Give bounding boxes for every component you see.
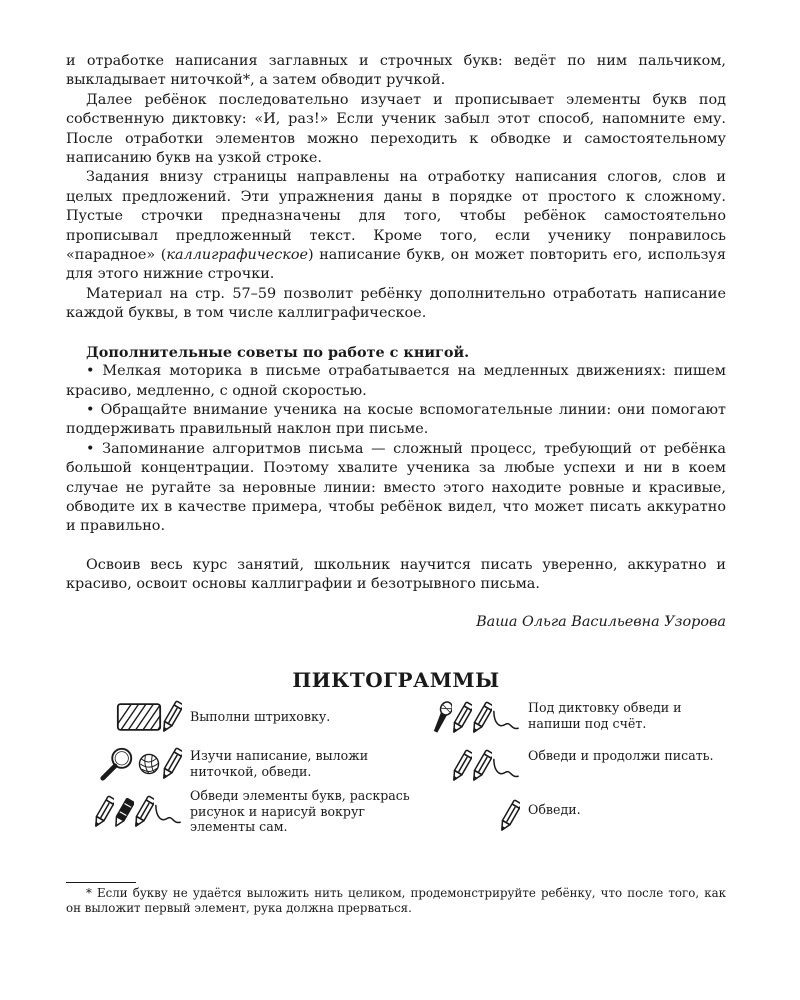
scribble-icon bbox=[492, 703, 520, 733]
pencil-icon bbox=[134, 793, 154, 831]
pictogram-trace-color bbox=[66, 790, 410, 835]
page-body bbox=[66, 52, 726, 692]
closing-paragraph: Освоив весь курс занятий, школьник научится писать уверенно, аккуратно и красиво, освоит основы каллиграфии и безотрывного письма. bbox=[66, 556, 726, 593]
bullet-icon: • bbox=[86, 440, 95, 457]
pencil-icon bbox=[500, 797, 520, 835]
pictogram-trace-label: Обведи. bbox=[528, 802, 581, 817]
pictograms-legend bbox=[66, 698, 726, 848]
pencil-icon bbox=[472, 699, 492, 737]
pictogram-dictation bbox=[412, 698, 718, 738]
bullet-icon: • bbox=[86, 363, 95, 380]
microphone-icon bbox=[432, 699, 452, 737]
crayon-icon bbox=[114, 793, 134, 831]
paragraph-1: и отработке написания заглавных и строчных букв: ведёт по ним пальчиком, выкладывает ниточкой*, а затем обводит ручкой. bbox=[66, 53, 726, 89]
pictogram-dictation-label: Под диктовку обведи и напиши под счёт. bbox=[528, 700, 682, 731]
pencil-icon bbox=[452, 747, 472, 785]
signature: Ваша Ольга Васильевна Узорова bbox=[476, 613, 726, 630]
scribble-icon bbox=[492, 751, 520, 781]
scribble-icon bbox=[154, 797, 182, 827]
pictogram-hatching bbox=[82, 698, 400, 736]
tip-item bbox=[66, 362, 726, 401]
pictogram-trace-continue-label: Обведи и продолжи писать. bbox=[528, 748, 714, 763]
paragraph-4: Материал на стр. 57–59 позволит ребёнку дополнительно отработать написание каждой буквы, в том числе каллиграфическое. bbox=[66, 285, 726, 322]
pictogram-trace-continue bbox=[412, 746, 718, 786]
pencil-icon bbox=[162, 698, 182, 736]
yarn-ball-icon bbox=[136, 751, 162, 777]
pencil-icon bbox=[94, 793, 114, 831]
pictogram-study-label: Изучи написание, выложи ниточкой, обведи. bbox=[190, 748, 369, 779]
pictogram-hatching-label: Выполни штриховку. bbox=[190, 709, 331, 724]
pictogram-study bbox=[72, 744, 400, 784]
paragraph-2: Далее ребёнок последовательно изучает и прописывает элементы букв под собственную диктовку: «И, раз!» Если ученик забыл этот способ, напомните ему. После отработки элементов можно переходить к обводке и самостоятельному написанию букв на узкой строке. bbox=[66, 91, 726, 167]
tip-text: Запоминание алгоритмов письма — сложный процесс, требующий от ребёнка большой концентрации. Поэтому хвалите ученика за любые успехи и ни в коем случае не ругайте за неровные линии: вместо этого находите ровные и красивые, обводите их в качестве примера, чтобы ребёнок видел, что может писать аккуратно и правильно. bbox=[66, 440, 726, 535]
pictograms-title: ПИКТОГРАММЫ bbox=[292, 667, 500, 692]
hatched-box-icon bbox=[116, 702, 162, 732]
paragraph-3-start: Задания внизу страницы направлены на отработку написания слогов, слов и целых предложений. Эти упражнения даны в порядке от простого к сложному. Пустые строчки предназначены для того, чтобы ребёнок самостоятельно прописывал предложенный текст. Кроме того, если ученику понравилось «парадное» ( bbox=[66, 169, 726, 264]
pencil-icon bbox=[472, 747, 492, 785]
paragraph-3-italic: каллиграфическое bbox=[166, 247, 309, 264]
paragraph-3 bbox=[66, 168, 726, 284]
tips-heading: Дополнительные советы по работе с книгой. bbox=[86, 343, 470, 361]
pencil-icon bbox=[452, 699, 472, 737]
paragraph-3-end: ) написание букв, он может повторить его, используя для этого нижние строчки. bbox=[66, 247, 726, 283]
tip-text: Мелкая моторика в письме отрабатывается на медленных движениях: пишем красиво, медленно, с одной скоростью. bbox=[66, 363, 727, 399]
pictogram-trace-color-label: Обведи элементы букв, раскрась рисунок и нарисуй вокруг элементы сам. bbox=[190, 788, 410, 834]
tip-item bbox=[66, 440, 726, 537]
magnifier-icon bbox=[98, 745, 136, 783]
footnote: * Если букву не удаётся выложить нить целиком, продемонстрируйте ребёнку, что после того, как он выложит первый элемент, рука должна прерваться. bbox=[66, 886, 726, 915]
tip-item bbox=[66, 401, 726, 440]
pencil-icon bbox=[162, 745, 182, 783]
pictogram-trace bbox=[412, 796, 718, 836]
bullet-icon: • bbox=[86, 401, 95, 418]
footnote-divider bbox=[66, 882, 136, 883]
tip-text: Обращайте внимание ученика на косые вспомогательные линии: они помогают поддерживать правильный наклон при письме. bbox=[66, 401, 727, 438]
